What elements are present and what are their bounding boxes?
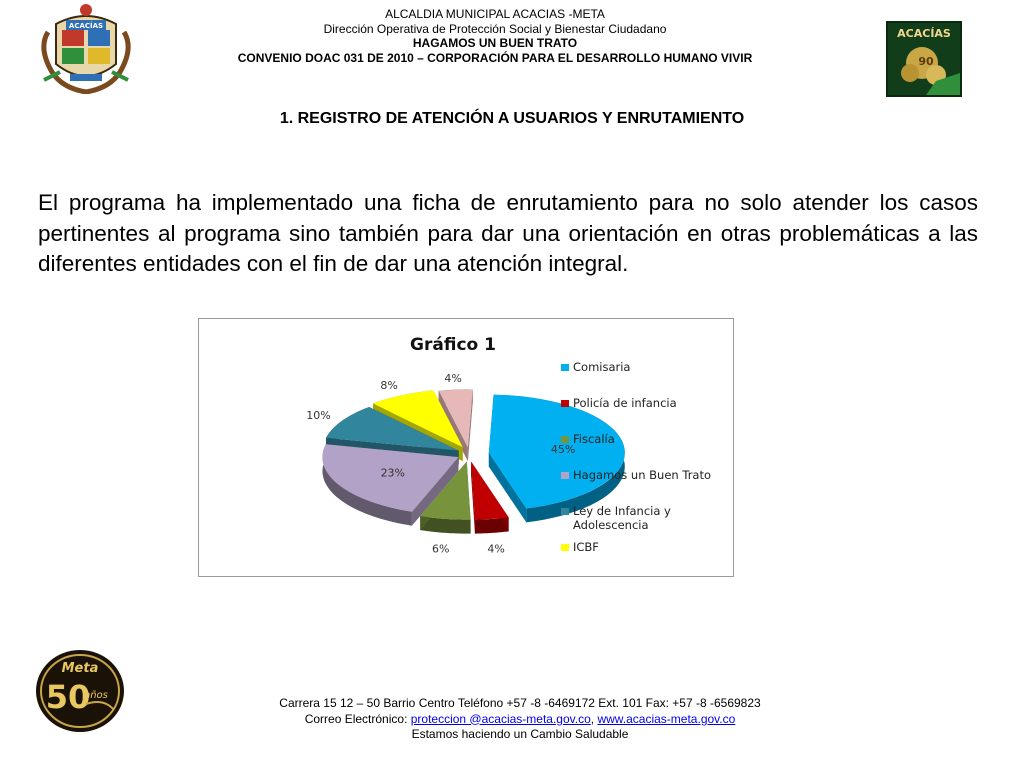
legend-item-5: [561, 540, 599, 554]
footer-address: Carrera 15 12 – 50 Barrio Centro Teléfono +57 -8 -6469172 Ext. 101 Fax: +57 -8 -6569823: [279, 696, 761, 710]
legend-item-1: [561, 396, 677, 410]
legend-item-4: [561, 504, 671, 532]
header-line-4: CONVENIO DOAC 031 DE 2010 – CORPORACIÓN PARA EL DESARROLLO HUMANO VIVIR: [237, 50, 753, 65]
legend-label-1: Policía de infancia: [573, 396, 677, 410]
header-line-3: HAGAMOS UN BUEN TRATO: [412, 36, 578, 50]
bottom-logo-number: 50: [45, 678, 91, 716]
legend-label-2: Fiscalía: [573, 432, 615, 446]
legend-label-5: ICBF: [573, 540, 599, 554]
pie-label-0: 45%: [550, 442, 576, 456]
footer-separator: ,: [590, 711, 598, 726]
chart-frame: [198, 318, 734, 577]
pie-label-4: 10%: [306, 409, 331, 422]
chart-title: Gráfico 1: [410, 335, 496, 355]
footer-contact: [230, 712, 810, 728]
footer: [230, 696, 810, 743]
pie-label-5: 8%: [380, 379, 398, 392]
footer-email-label: Correo Electrónico:: [304, 711, 411, 726]
header-block: [190, 7, 800, 65]
acacias-crest-logo: [40, 2, 132, 94]
legend-swatch-3: [561, 472, 569, 479]
legend-label-4-line2: Adolescencia: [573, 518, 649, 532]
right-logo-text: ACACÍAS: [897, 27, 951, 40]
legend-swatch-4: [561, 508, 569, 515]
bottom-logo-text: Meta: [61, 661, 99, 676]
legend-swatch-2: [561, 436, 569, 443]
pie-label-2: 6%: [431, 542, 450, 556]
bottom-logo-sub: años: [84, 690, 108, 701]
intro-paragraph: El programa ha implementado una ficha de enrutamiento para no solo atender los casos pertinentes al programa sino también para dar una orientación en otras problemáticas a las diferentes entidades con el fin de dar una atención integral.: [38, 190, 978, 276]
left-logo-text: ACACÍAS: [68, 22, 104, 30]
legend-swatch-0: [561, 364, 569, 371]
legend-label-0: Comisaria: [573, 360, 631, 374]
footer-slogan: Estamos haciendo un Cambio Saludable: [411, 727, 629, 741]
pie-label-3: 23%: [380, 466, 406, 480]
footer-website-link[interactable]: www.acacias-meta.gov.co: [597, 711, 736, 726]
legend-label-3: Hagamos un Buen Trato: [573, 468, 712, 482]
pie-chart: [199, 319, 732, 575]
pie-label-6: 4%: [444, 372, 462, 386]
header-line-2: Dirección Operativa de Protección Social y Bienestar Ciudadano: [323, 21, 667, 36]
legend-label-4: Ley de Infancia y: [573, 504, 671, 518]
legend-item-3: [561, 468, 711, 482]
legend-item-0: [561, 360, 630, 374]
section-title: 1. REGISTRO DE ATENCIÓN A USUARIOS Y ENRUTAMIENTO: [279, 110, 745, 127]
legend-swatch-5: [561, 544, 569, 551]
meta-50-years-logo: [34, 648, 126, 734]
legend-swatch-1: [561, 400, 569, 407]
pie-label-1: 4%: [487, 542, 505, 556]
header-line-1: ALCALDIA MUNICIPAL ACACIAS -META: [385, 7, 605, 21]
right-logo-number: 90: [918, 55, 934, 68]
acacias-90-logo: [886, 21, 962, 97]
footer-email-link[interactable]: proteccion @acacias-meta.gov.co: [410, 711, 591, 726]
